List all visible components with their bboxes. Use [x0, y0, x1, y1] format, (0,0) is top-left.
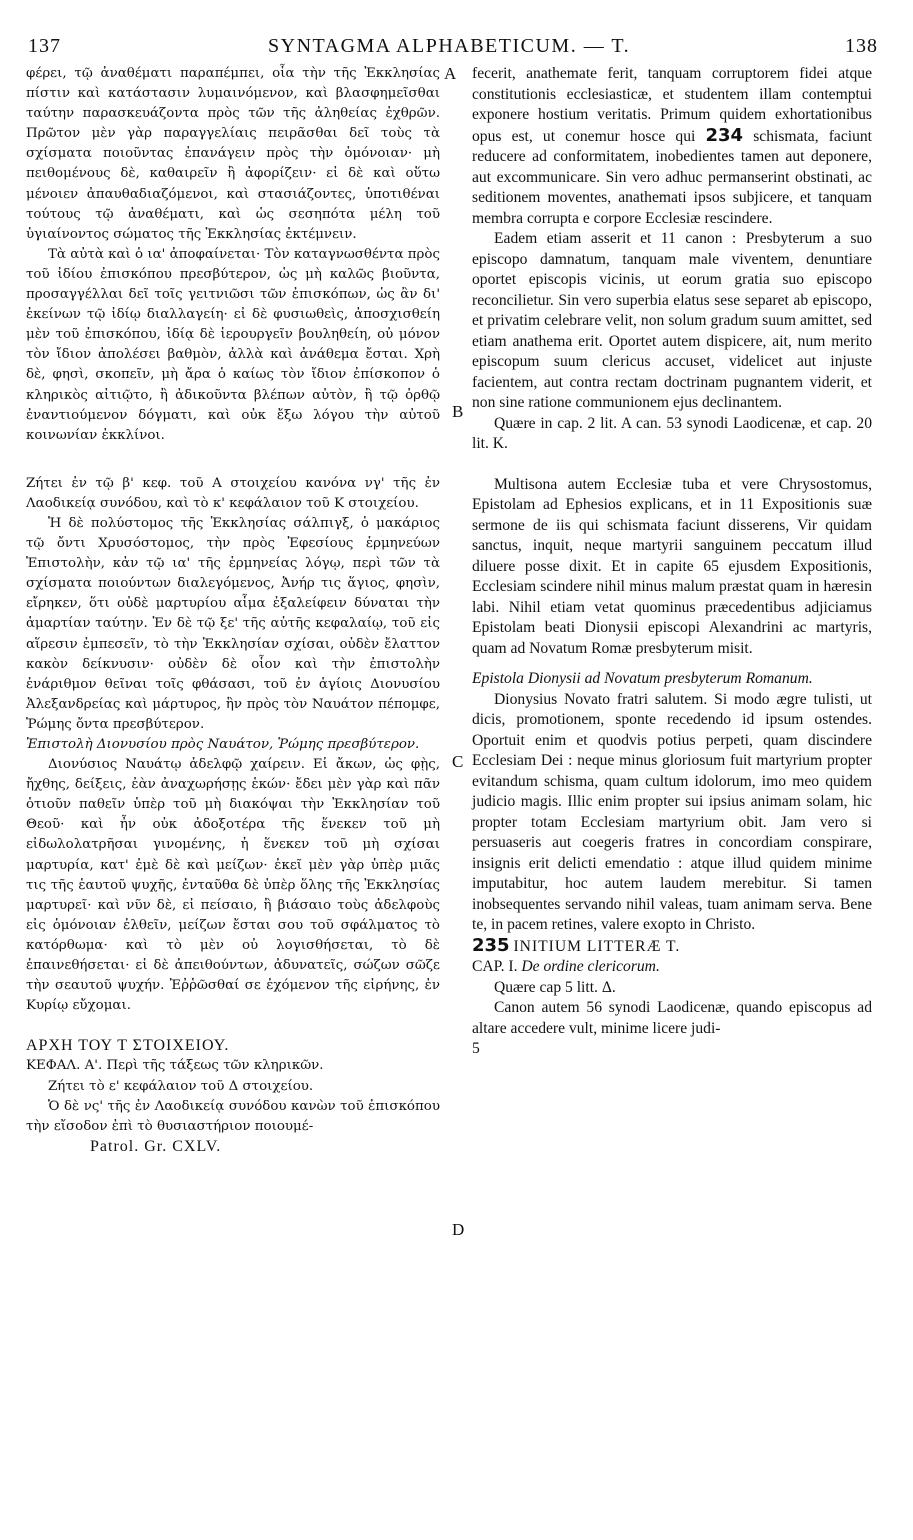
latin-section-heading	[472, 936, 872, 958]
signature-mark: 5	[472, 1040, 480, 1057]
latin-paragraph: Canon autem 56 synodi Laodicenæ, quando episcopus ad altare accedere vult, minime licere judi-	[472, 999, 872, 1037]
greek-epistle-text: Διονύσιος Ναυάτῳ ἀδελφῷ χαίρειν. Εἰ ἄκων, ὡς φῂς, ἤχθης, δείξεις, ἐὰν ἀναχωρήσῃς ἑκών· ἔδει μὲν γὰρ καὶ πᾶν ὁτιοῦν παθεῖν ὑπὲρ τοῦ μὴ διακόψαι τὴν Ἐκκλησίαν τοῦ Θεοῦ· καὶ ἦν οὐκ ἀδοξοτέρα τῆς ἕνεκεν τοῦ μὴ εἰδωλολατρῆσαι γινομένης, ἡ ἕνεκεν τοῦ μὴ σχίσαι μαρτυρία, κατ' ἐμὲ δὲ καὶ μείζων· ἐκεῖ μὲν γὰρ ὑπὲρ μιᾶς τις τῆς ἑαυτοῦ ψυχῆς, ἐνταῦθα δὲ ὑπὲρ ὅλης τῆς Ἐκκλησίας μαρτυρεῖ· καὶ νῦν δὲ, εἰ πείσαιο, ἢ βιάσαιο τοὺς ἀδελφοὺς εἰς ὁμόνοιαν ἐλθεῖν, μείζων ἔσται σου τοῦ σφάλματος τὸ κατόρθωμα· καὶ τὸ μὲν οὐ λογισθήσεται, τὸ δὲ ἐπαινεθήσεται· εἰ δὲ ἀπειθούντων, ἀδυνατεῖς, σώζων σῶζε τὴν σεαυτοῦ ψυχήν. Ἐῤῥῶσθαί σε ἐχόμενον τῆς εἰρήνης, ἐν Κυρίῳ εὔχομαι.	[26, 757, 440, 1014]
greek-section-heading: ΑΡΧΗ ΤΟΥ Τ ΣΤΟΙΧΕΙΟΥ.	[26, 1037, 230, 1055]
latin-cross-reference: Quære in cap. 2 lit. A can. 53 synodi Laodicenæ, et cap. 20 lit. K.	[472, 414, 872, 452]
greek-column	[26, 64, 440, 1157]
greek-paragraph: Τὰ αὐτὰ καὶ ὁ ια' ἀποφαίνεται· Τὸν καταγνωσθέντα πρὸς τοῦ ἰδίου ἐπισκόπου πρεσβύτερον, ὡς μὴ καλῶς βιοῦντα, προσαγγέλλαι δεῖ τοῖς γειτνιῶσι τῶν ἐπισκόπων, ὡς ἂν δι' ἐκείνων τῷ ἰδίῳ διαλλαγείη· εἰ δὲ φυσιωθεὶς, ἀποσχισθείη μὲν τοῦ ἐπισκόπου, ἰδίᾳ δὲ ἱερουργεῖν βουληθείη, οὐ μόνον τὸν ἴδιον ἀπολέσει βαθμὸν, ἀλλὰ καὶ ἀνάθεμα ἔσται. Χρὴ δὲ, φησὶ, σκοπεῖν, μὴ ἄρα ὁ καίως τὸν ἴδιον ἐπίσκοπον ὁ κληρικὸς αἰτιῷτο, ἢ ἀδικοῦντα βλέπων αὐτὸν, ἢ τῷ ὀρθῷ ἐναντιούμενον δόγματι, καὶ οὐκ ἔξω λόγου τὴν αὐτοῦ κοινωνίαν ἐκκλίνοι.	[26, 246, 440, 443]
latin-epistle-text: Dionysius Novato fratri salutem. Si modo ægre tulisti, ut dicis, promotionem, sponte recedendo id ipsum ostendes. Oportuit enim et quodvis potius perpeti, quam discindere Ecclesiam Dei : neque minus gloriosum fuit martyrium propter evitandum schisma, quam cultum idolorum, imo meo quidem judicio magis. Illic enim propter sui ipsius animam solam, hic propter totam Ecclesiam martyrium obit. Jam vero si persuaseris aut coegeris fratres in concordiam conspirare, insignis erit delicti emendatio : atque illud quidem minime imputabitur, hoc autem laudem merebitur. Si tamen inobsequentes servando nihil valeas, tuam animam serva. Bene te, in pacem retines, valere exopto in Christo.	[472, 690, 872, 933]
latin-text: schismata, faciunt reducere ad conformitatem, inobedientes tamen aut deponere, aut excommunicare. Sin vero adhuc permanserint obstinati, ac seditionem moventes, anathemati ipsos subjicere, et tanquam membra corrupta e corpore Ecclesiæ rescindere.	[472, 127, 873, 227]
greek-paragraph: Ἡ δὲ πολύστομος τῆς Ἐκκλησίας σάλπιγξ, ὁ μακάριος τῷ ὄντι Χρυσόστομος, τὴν πρὸς Ἐφεσίους ἑρμηνεύων Ἐπιστολὴν, κἀν τῷ ια' τῆς ἑρμηνείας λόγῳ, περὶ τῶν τὰ σχίσματα ποιούντων διαλεγόμενος, Ἀνήρ τις ἅγιος, φησὶν, εἴρηκεν, ὅτι οὐδὲ μαρτυρίου αἷμα ἐξαλείφειν δύναται τὴν ἁμαρτίαν ταύτην. Ἐν δὲ τῷ ξε' τῆς αὐτῆς κεφαλαίῳ, τοῦ εἰς αἵρεσιν ἐμπεσεῖν, τὸ τὴν Ἐκκλησίαν σχίσαι, οὐδὲν ἔλαττον κακὸν δείκνυσιν· οὐδὲν δὲ οἷον καὶ τὴν ἐπιστολὴν ἐνάριθμον θεῖναι τοῖς φθάσασι, τοῦ ἐν ἁγίοις Διονυσίου Ἀλεξανδρείας καὶ μάρτυρος, ἣν πρὸς τὸν Ναυάτον πέπομφε, Ῥώμης ὄντα πρεσβύτερον.	[26, 515, 440, 732]
greek-chapter-heading: ΚΕΦΑΛ. Α'. Περὶ τῆς τάξεως τῶν κληρικῶν.	[26, 1058, 324, 1074]
column-number: 234	[705, 124, 744, 146]
margin-marker-c: C	[452, 752, 464, 771]
latin-chapter-number: CAP. I.	[472, 958, 518, 975]
latin-chapter-title: De ordine clericorum.	[521, 958, 660, 975]
margin-marker-b: B	[452, 402, 464, 421]
latin-paragraph: Eadem etiam asserit et 11 canon : Presbyterum a suo episcopo damnatum, tanquam male viventem, denuntiare oportet episcopis vicinis, ut eorum gratia suo episcopo reconcilietur. Sin vero superbia elatus sese separet ab episcopo, et privatim celebrare velit, non solum gradum suum amittet, sed etiam anathema erit. Oportet autem dispicere, ait, num merito episcopum suum clericus accuset, videlicet aut injuste facientem, aut contra rectam doctrinam pugnantem viderit, et non sine ratione communionem ejus declinantem.	[472, 230, 872, 411]
margin-marker-a: A	[444, 64, 457, 83]
latin-chapter-heading	[472, 957, 872, 978]
latin-column	[472, 64, 872, 1060]
latin-text: fecerit, anathemate ferit, tanquam corruptorem fidei atque constitutionis ecclesiasticæ, et studentem illam contemptui exponere hostium veritatis. Primum quidem exhortationibus opus est, ut conemur hosce qui	[472, 65, 872, 145]
latin-paragraph: Multisona autem Ecclesiæ tuba et vere Chrysostomus, Epistolam ad Ephesios explicans, et in 11 Expositionis suæ sermone de iis qui schismata faciunt disserens, Vir quidam sanctus, inquit, neque martyrii sanguinem peccatum illud diluere posse dixit. Et in capite 65 ejusdem Expositionis, Ecclesiam scindere nihil minus malum præstat quam in hæresin labi. Nihil etiam vetat quominus præcedentibus adjiciamus Epistolam beati Dionysii episcopi Alexandrini ac martyris, quam ad Novatum Romæ presbyterum misit.	[472, 475, 872, 657]
latin-heading-text: INITIUM LITTERÆ T.	[513, 937, 681, 955]
page-number-left: 137	[28, 35, 61, 57]
greek-paragraph: Ὁ δὲ νς' τῆς ἐν Λαοδικείᾳ συνόδου κανὼν τοῦ ἐπισκόπου τὴν εἴσοδον ἐπὶ τὸ θυσιαστήριον ποιουμέ-	[26, 1098, 440, 1134]
greek-epistle-title: Ἐπιστολὴ Διονυσίου πρὸς Ναυάτον, Ῥώμης πρεσβύτερον.	[26, 737, 420, 752]
page-header	[28, 35, 878, 61]
running-title: SYNTAGMA ALPHABETICUM. — T.	[268, 35, 631, 57]
greek-cross-reference: Ζήτει ἐν τῷ β' κεφ. τοῦ Α στοιχείου κανόνα νγ' τῆς ἐν Λαοδικείᾳ συνόδου, καὶ τὸ κ' κεφάλαιον τοῦ Κ στοιχείου.	[26, 475, 440, 511]
margin-marker-d: D	[452, 1220, 465, 1239]
greek-paragraph: φέρει, τῷ ἀναθέματι παραπέμπει, οἷα τὴν τῆς Ἐκκλησίας πίστιν καὶ κατάστασιν λυμαινόμενον, καὶ βλασφημεῖσθαι ταύτην παρασκευάζοντα πρὸς τῶν τῆς ἀληθείας ἐχθρῶν. Πρῶτον μὲν γὰρ παραγγελίαις πειρᾶσθαι δεῖ τοὺς τὰ σχίσματα ποιοῦντας ἐπανάγειν πρὸς τὴν ὁμόνοιαν· μὴ πειθομένους δὲ, καθαιρεῖν ἢ ἀφορίζειν· εἰ δὲ καὶ οὕτω μένοιεν ἀπαυθαδιαζόμενοι, καὶ στασιάζοντες, ὑποτιθέναι τούτους τῷ ἀναθέματι, καὶ ὡς σεσηπότα μέλη τοῦ ὑγιαίνοντος σώματος τῆς Ἐκκλησίας ἐκτέμνειν.	[26, 66, 440, 242]
latin-paragraph	[472, 64, 872, 229]
page-number-right: 138	[845, 35, 878, 57]
latin-cross-reference: Quære cap 5 litt. Δ.	[494, 978, 616, 996]
column-number: 235	[472, 934, 510, 956]
latin-epistle-title: Epistola Dionysii ad Novatum presbyterum Romanum.	[472, 670, 813, 687]
greek-cross-reference: Ζήτει τὸ ε' κεφάλαιον τοῦ Δ στοιχείου.	[48, 1078, 314, 1094]
patrologia-signature: Patrol. Gr. CXLV.	[90, 1137, 222, 1155]
